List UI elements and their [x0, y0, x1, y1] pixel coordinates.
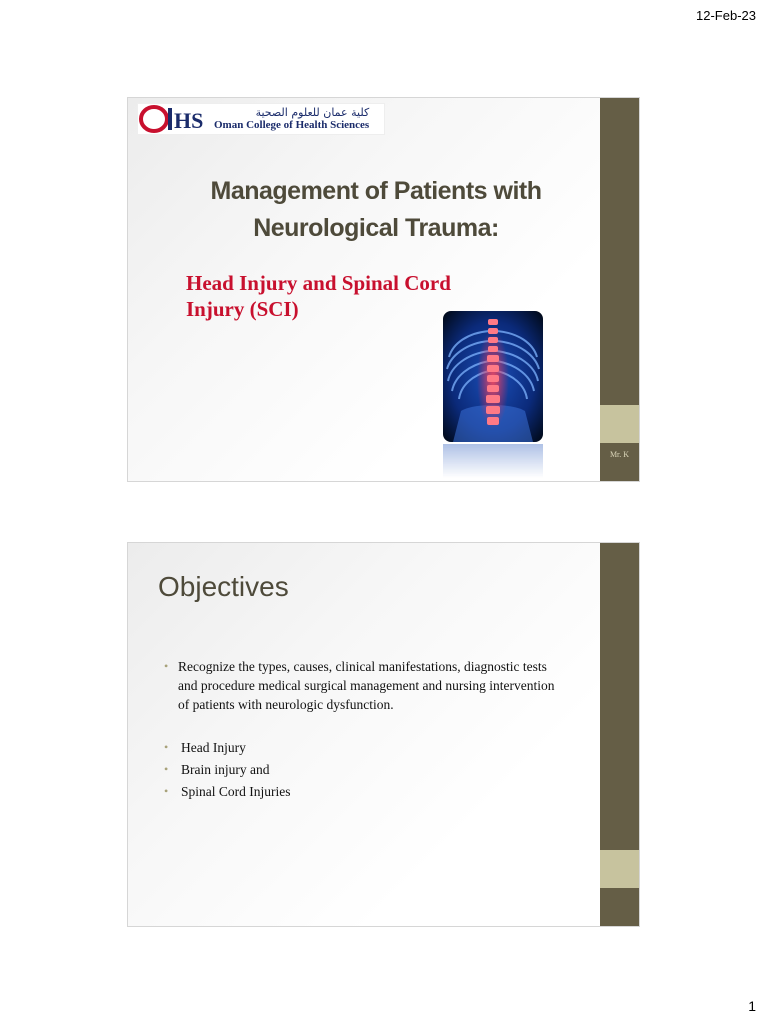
slide-author: Mr. K [609, 450, 630, 459]
bullet-icon: • [164, 762, 169, 776]
title-line-2: Neurological Trauma: [253, 214, 499, 242]
subtitle-line-1: Head Injury and Spinal Cord [186, 271, 451, 295]
slide-main-title [166, 173, 586, 247]
sidebar-band [600, 850, 639, 888]
title-line-1: Management of Patients with [210, 177, 542, 205]
spine-image-reflection [443, 444, 543, 478]
sidebar-band [600, 405, 639, 443]
bullet-icon: • [164, 740, 169, 754]
objectives-list [164, 657, 564, 804]
page-number: 1 [748, 998, 756, 1014]
svg-text:HS: HS [174, 108, 204, 133]
list-item [164, 760, 564, 779]
list-item-text: Spinal Cord Injuries [181, 784, 291, 799]
bullet-icon: • [164, 659, 169, 673]
list-item [164, 657, 564, 714]
list-item-text: Brain injury and [181, 762, 270, 777]
objectives-title: Objectives [158, 571, 289, 602]
subtitle-line-2: Injury (SCI) [186, 297, 299, 321]
list-item-text: Recognize the types, causes, clinical manifestations, diagnostic tests and procedure medical surgical management and nursing intervention of patients with neurologic dysfunction. [178, 659, 555, 712]
college-logo [138, 104, 384, 134]
list-item [164, 738, 564, 757]
logo-english-text: Oman College of Health Sciences [214, 119, 370, 131]
bullet-icon: • [164, 784, 169, 798]
logo-arabic-text: كلية عمان للعلوم الصحية [255, 106, 370, 119]
list-item [164, 782, 564, 801]
slide-objectives[interactable] [127, 542, 640, 927]
page-date: 12-Feb-23 [696, 8, 756, 23]
list-item-text: Head Injury [181, 740, 246, 755]
slide-title[interactable] [127, 97, 640, 482]
spine-xray-image [443, 311, 543, 442]
ochs-logo-mark-icon [138, 104, 210, 134]
